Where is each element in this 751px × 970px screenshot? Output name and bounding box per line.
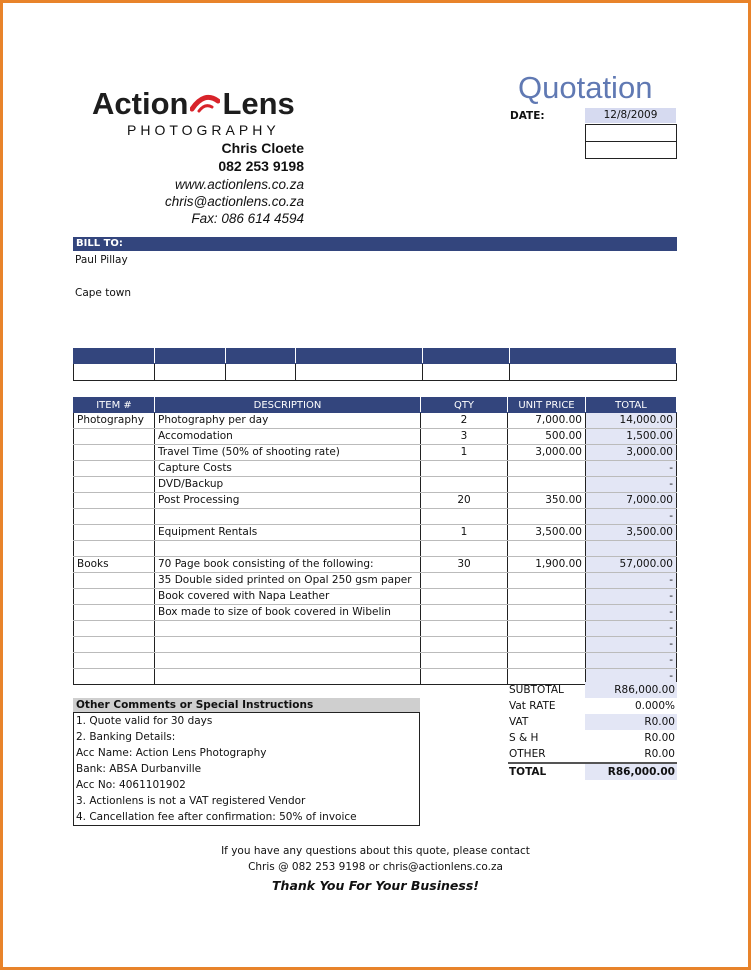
footer-contact-details: Chris @ 082 253 9198 or chris@actionlens.co.za	[248, 861, 503, 873]
qty-cell	[421, 637, 508, 653]
info-cell[interactable]	[423, 364, 510, 381]
table-row	[74, 525, 677, 541]
subtotal-value: R86,000.00	[585, 682, 677, 698]
item-cell	[74, 525, 155, 541]
item-cell	[74, 477, 155, 493]
lens-swoosh-icon	[190, 89, 220, 117]
total-cell: -	[586, 605, 677, 621]
blank-field-1[interactable]	[585, 124, 677, 142]
table-row	[74, 461, 677, 477]
col-item: ITEM #	[74, 398, 155, 413]
comment-line: 3. Actionlens is not a VAT registered Vendor	[76, 795, 306, 807]
qty-cell	[421, 477, 508, 493]
qty-cell: 20	[421, 493, 508, 509]
desc-cell	[155, 509, 421, 525]
footer-thanks: Thank You For Your Business!	[272, 878, 479, 893]
table-row	[74, 589, 677, 605]
table-row	[74, 413, 677, 429]
total-cell: 7,000.00	[586, 493, 677, 509]
desc-cell: Travel Time (50% of shooting rate)	[155, 445, 421, 461]
total-cell: 14,000.00	[586, 413, 677, 429]
col-total: TOTAL	[586, 398, 677, 413]
total-cell: -	[586, 573, 677, 589]
col-qty: QTY	[421, 398, 508, 413]
desc-cell	[155, 637, 421, 653]
vat-label: VAT	[509, 716, 529, 728]
info-header-cell	[155, 349, 226, 364]
table-row	[74, 509, 677, 525]
desc-cell: Box made to size of book covered in Wibelin	[155, 605, 421, 621]
table-row	[74, 429, 677, 445]
qty-cell: 1	[421, 525, 508, 541]
total-cell: -	[586, 653, 677, 669]
info-header-cell	[74, 349, 155, 364]
blank-field-2[interactable]	[585, 141, 677, 159]
info-cell[interactable]	[74, 364, 155, 381]
contact-email: chris@actionlens.co.za	[164, 194, 304, 209]
unit-cell: 1,900.00	[508, 557, 586, 573]
qty-cell	[421, 541, 508, 557]
vat-value: R0.00	[585, 714, 677, 730]
document-title: Quotation	[518, 70, 653, 105]
item-cell	[74, 509, 155, 525]
unit-cell	[508, 637, 586, 653]
unit-cell: 350.00	[508, 493, 586, 509]
table-row	[74, 493, 677, 509]
unit-cell	[508, 477, 586, 493]
info-header-cell	[296, 349, 423, 364]
bill-to-header: BILL TO:	[73, 237, 677, 251]
desc-cell: Photography per day	[155, 413, 421, 429]
unit-cell	[508, 573, 586, 589]
info-cell[interactable]	[155, 364, 226, 381]
comments-header: Other Comments or Special Instructions	[73, 698, 420, 712]
table-row	[74, 445, 677, 461]
qty-cell	[421, 509, 508, 525]
desc-cell: Book covered with Napa Leather	[155, 589, 421, 605]
item-cell	[74, 461, 155, 477]
company-logo	[92, 86, 295, 122]
table-row	[74, 605, 677, 621]
qty-cell: 3	[421, 429, 508, 445]
qty-cell	[421, 605, 508, 621]
date-label: DATE:	[510, 110, 545, 122]
unit-cell	[508, 605, 586, 621]
col-description: DESCRIPTION	[155, 398, 421, 413]
sh-value[interactable]: R0.00	[644, 732, 675, 744]
table-row	[74, 653, 677, 669]
footer-contact-line: If you have any questions about this quote, please contact	[221, 845, 530, 857]
desc-cell: Accomodation	[155, 429, 421, 445]
desc-cell: Equipment Rentals	[155, 525, 421, 541]
qty-cell: 1	[421, 445, 508, 461]
other-value[interactable]: R0.00	[644, 748, 675, 760]
contact-website: www.actionlens.co.za	[174, 177, 304, 192]
item-cell	[74, 573, 155, 589]
info-header-cell	[226, 349, 296, 364]
item-cell	[74, 605, 155, 621]
desc-cell	[155, 621, 421, 637]
desc-cell: 70 Page book consisting of the following:	[155, 557, 421, 573]
total-cell: 1,500.00	[586, 429, 677, 445]
qty-cell	[421, 461, 508, 477]
item-cell	[74, 541, 155, 557]
item-cell	[74, 429, 155, 445]
item-cell: Books	[74, 557, 155, 573]
comment-line: 2. Banking Details:	[76, 731, 176, 743]
vat-rate-label: Vat RATE	[509, 700, 556, 712]
total-cell	[586, 541, 677, 557]
unit-cell	[508, 589, 586, 605]
info-cell[interactable]	[296, 364, 423, 381]
desc-cell	[155, 669, 421, 685]
logo-text-action: Action	[92, 86, 189, 121]
total-label: TOTAL	[508, 763, 585, 780]
total-cell: 3,000.00	[586, 445, 677, 461]
total-cell: 3,500.00	[586, 525, 677, 541]
subtotal-label: SUBTOTAL	[509, 684, 564, 696]
total-cell: -	[586, 477, 677, 493]
table-row	[74, 557, 677, 573]
unit-cell	[508, 621, 586, 637]
unit-cell: 3,500.00	[508, 525, 586, 541]
unit-cell: 500.00	[508, 429, 586, 445]
qty-cell: 2	[421, 413, 508, 429]
desc-cell: Post Processing	[155, 493, 421, 509]
bill-to-name: Paul Pillay	[75, 254, 128, 266]
qty-cell	[421, 589, 508, 605]
summary-table	[508, 682, 677, 780]
item-cell: Photography	[74, 413, 155, 429]
date-value[interactable]: 12/8/2009	[585, 108, 676, 123]
unit-cell	[508, 509, 586, 525]
contact-fax: Fax: 086 614 4594	[191, 211, 304, 226]
table-row	[74, 477, 677, 493]
total-cell: -	[586, 669, 677, 685]
unit-cell: 7,000.00	[508, 413, 586, 429]
unit-cell	[508, 541, 586, 557]
item-cell	[74, 637, 155, 653]
table-row	[74, 573, 677, 589]
info-header-cell	[510, 349, 677, 364]
total-cell: -	[586, 637, 677, 653]
qty-cell: 30	[421, 557, 508, 573]
total-cell: 57,000.00	[586, 557, 677, 573]
desc-cell	[155, 653, 421, 669]
item-cell	[74, 493, 155, 509]
desc-cell: Capture Costs	[155, 461, 421, 477]
items-table	[73, 397, 677, 685]
info-cell[interactable]	[510, 364, 677, 381]
contact-phone: 082 253 9198	[218, 158, 304, 174]
total-cell: -	[586, 589, 677, 605]
item-cell	[74, 445, 155, 461]
qty-cell	[421, 621, 508, 637]
info-cell[interactable]	[226, 364, 296, 381]
total-cell: -	[586, 621, 677, 637]
total-cell: -	[586, 461, 677, 477]
table-row	[74, 541, 677, 557]
comment-line: 4. Cancellation fee after confirmation: 50% of invoice	[76, 811, 357, 823]
comment-line: Acc Name: Action Lens Photography	[76, 747, 267, 759]
unit-cell	[508, 461, 586, 477]
desc-cell: 35 Double sided printed on Opal 250 gsm paper	[155, 573, 421, 589]
item-cell	[74, 589, 155, 605]
contact-name: Chris Cloete	[221, 140, 304, 156]
item-cell	[74, 621, 155, 637]
comment-line: 1. Quote valid for 30 days	[76, 715, 213, 727]
unit-cell	[508, 653, 586, 669]
info-header-cell	[423, 349, 510, 364]
qty-cell	[421, 573, 508, 589]
unit-cell: 3,000.00	[508, 445, 586, 461]
total-cell: -	[586, 509, 677, 525]
vat-rate-value[interactable]: 0.000%	[634, 700, 675, 712]
comment-line: Bank: ABSA Durbanville	[76, 763, 202, 775]
desc-cell: DVD/Backup	[155, 477, 421, 493]
qty-cell	[421, 653, 508, 669]
comment-line: Acc No: 4061101902	[76, 779, 186, 791]
item-cell	[74, 669, 155, 685]
total-value: R86,000.00	[585, 763, 677, 780]
logo-subtitle: PHOTOGRAPHY	[127, 122, 280, 138]
item-cell	[74, 653, 155, 669]
desc-cell	[155, 541, 421, 557]
bill-to-city: Cape town	[75, 287, 132, 299]
comments-box[interactable]	[73, 712, 420, 826]
other-label: OTHER	[509, 748, 546, 760]
info-table	[73, 348, 677, 381]
table-row	[74, 637, 677, 653]
table-row	[74, 621, 677, 637]
sh-label: S & H	[509, 732, 539, 744]
qty-cell	[421, 669, 508, 685]
logo-text-lens: Lens	[222, 86, 295, 121]
col-unit-price: UNIT PRICE	[508, 398, 586, 413]
